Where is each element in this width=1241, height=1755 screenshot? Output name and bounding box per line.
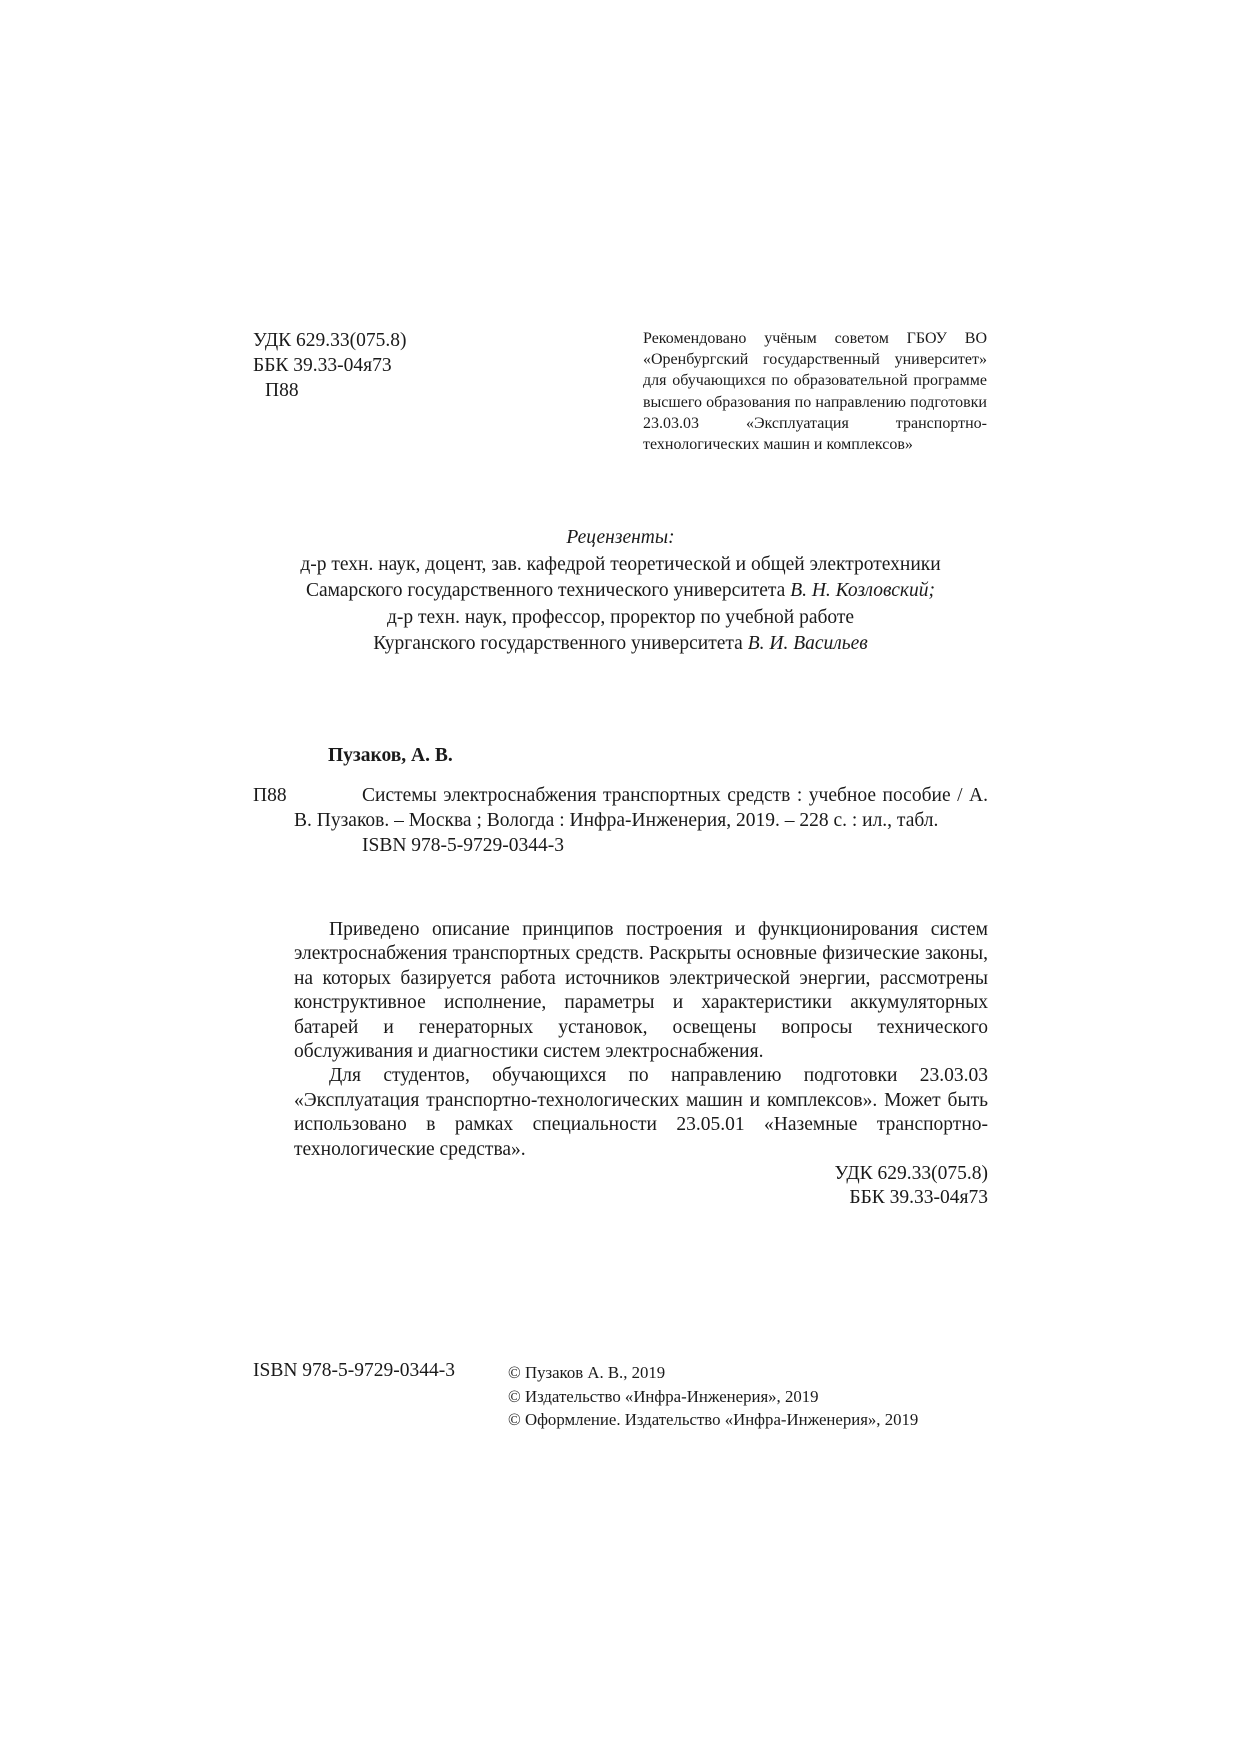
author-mark: П88 xyxy=(265,380,299,401)
annotation xyxy=(294,918,988,1211)
copyright-block xyxy=(508,1361,918,1432)
bibliography-code: П88 xyxy=(253,785,287,806)
reviewer-2-org: Курганского государственного университета xyxy=(373,633,743,654)
bibliographic-description: Системы электроснабжения транспортных средств : учебное пособие / А. В. Пузаков. – Москва ; Вологда : Инфра-Инженерия, 2019. – 228 с. : ил., табл. xyxy=(294,785,988,831)
annotation-bbk: ББК 39.33-04я73 xyxy=(849,1187,988,1209)
annotation-paragraph-1: Приведено описание принципов построения и функционирования систем электроснабжения транспортных средств. Раскрыты основные физические законы, на которых базируется работа источников электрической энергии, рассмотрены конструктивное исполнение, параметры и характеристики аккумуляторных батарей и генераторных установок, освещены вопросы технического обслуживания и диагностики систем электроснабжения. xyxy=(294,919,988,1063)
copyright-publisher: © Издательство «Инфра-Инженерия», 2019 xyxy=(508,1386,819,1406)
reviewer-1-line xyxy=(150,578,1091,605)
reviewer-2-name: В. И. Васильев xyxy=(747,633,868,654)
reviewer-1-name: В. Н. Козловский; xyxy=(790,580,935,601)
bbk-code: ББК 39.33-04я73 xyxy=(253,355,392,376)
bibliographic-record xyxy=(294,783,988,858)
udk-code: УДК 629.33(075.8) xyxy=(253,330,407,351)
reviewer-1-org: Самарского государственного технического университета xyxy=(306,580,786,601)
classification-codes xyxy=(253,328,407,403)
copyright-design: © Оформление. Издательство «Инфра-Инженерия», 2019 xyxy=(508,1410,919,1429)
reviewers-title: Рецензенты: xyxy=(566,527,675,548)
copyright-author: © Пузаков А. В., 2019 xyxy=(508,1363,666,1382)
reviewer-2-line xyxy=(150,631,1091,658)
annotation-paragraph-2: Для студентов, обучающихся по направлению подготовки 23.03.03 «Эксплуатация транспортно-технологических машин и комплексов». Может быть использовано в рамках специальности 23.05.01 «Наземные транспортно-технологические средства». xyxy=(294,1065,988,1160)
annotation-udk: УДК 629.33(075.8) xyxy=(834,1163,988,1185)
footer-isbn: ISBN 978-5-9729-0344-3 xyxy=(253,1360,456,1381)
reviewers-block xyxy=(150,525,1091,658)
recommendation-text: Рекомендовано учёным советом ГБОУ ВО «Оренбургский государственный университет» для обучающихся по образовательной программе высшего образования по направлению подготовки 23.03.03 «Эксплуатация транспортно-технологических машин и комплексов» xyxy=(643,330,987,454)
reviewer-1-position: д-р техн. наук, доцент, зав. кафедрой теоретической и общей электротехники xyxy=(300,553,941,575)
author-heading: Пузаков, А. В. xyxy=(328,745,453,766)
reviewer-2-position: д-р техн. наук, профессор, проректор по учебной работе xyxy=(386,606,855,628)
bibliographic-isbn: ISBN 978-5-9729-0344-3 xyxy=(362,835,565,856)
